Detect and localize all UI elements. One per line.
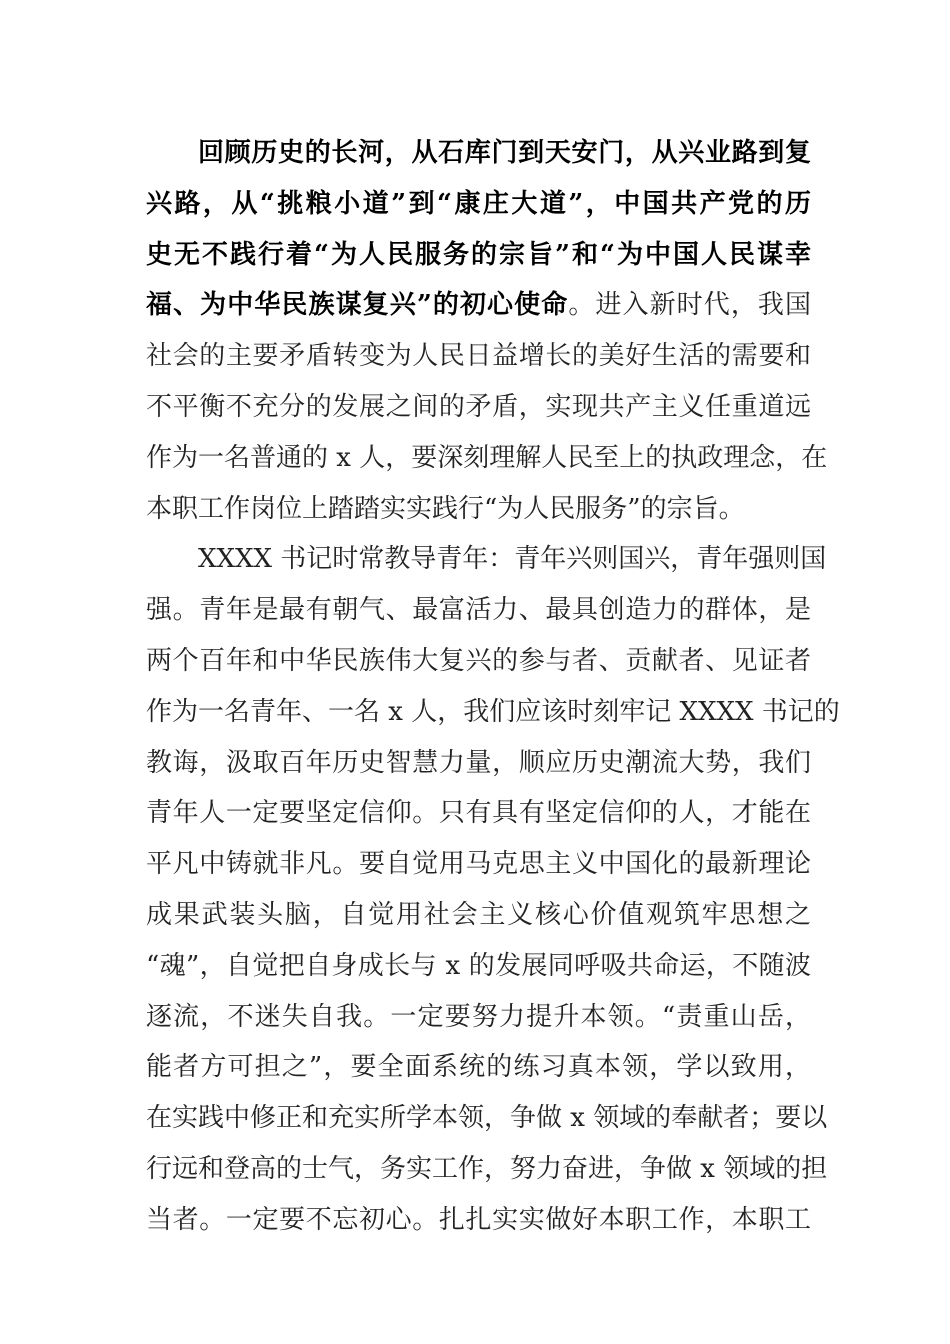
document-body [146, 128, 840, 1246]
paragraph-2-line-12: 在实践中修正和充实所学本领，争做 x 领域的奉献者；要以 [146, 1103, 828, 1134]
bold-text: 回顾历史的长河，从石库门到天安门，从兴业路到复 [198, 138, 811, 168]
bold-text: 福、为中华民族谋复兴”的初心使命 [146, 290, 569, 321]
normal-text: 。进入新时代，我国 [568, 290, 811, 321]
paragraph-2 [146, 534, 840, 1245]
paragraph-1-line-8 [146, 484, 811, 535]
paragraph-2-line-4: 作为一名青年、一名 x 人，我们应该时刻牢记 XXXX 书记的 [146, 696, 840, 727]
paragraph-2-line-1: XXXX 书记时常教导青年：青年兴则国兴，青年强则国 [198, 544, 827, 575]
paragraph-1-line-7 [146, 433, 828, 484]
normal-text: 不平衡不充分的发展之间的矛盾，实现共产主义任重道远 [146, 391, 811, 422]
paragraph-2-line-13: 行远和登高的士气，务实工作，努力奋进，争做 x 领域的担 [146, 1153, 828, 1184]
paragraph-2-line-3: 两个百年和中华民族伟大复兴的参与者、贡献者、见证者 [146, 645, 811, 676]
bold-text: 史无不践行着“为人民服务的宗旨”和“为中国人民谋幸 [146, 239, 811, 270]
paragraph-1-line-5 [146, 331, 811, 382]
paragraph-1-line-2 [146, 179, 811, 230]
paragraph-2-line-9: “魂”，自觉把自身成长与 x 的发展同呼吸共命运，不随波 [146, 950, 811, 981]
normal-text: 社会的主要矛盾转变为人民日益增长的美好生活的需要和 [146, 341, 811, 372]
paragraph-2-line-8: 成果武装头脑，自觉用社会主义核心价值观筑牢思想之 [146, 899, 811, 930]
paragraph-2-line-7: 平凡中铸就非凡。要自觉用马克思主义中国化的最新理论 [146, 849, 811, 880]
paragraph-1-line-1 [146, 128, 811, 179]
bold-text: 兴路，从“挑粮小道”到“康庄大道”，中国共产党的历 [146, 188, 811, 219]
paragraph-1-line-3 [146, 230, 811, 281]
paragraph-2-line-11: 能者方可担之”，要全面系统的练习真本领，学以致用， [146, 1052, 811, 1083]
normal-text: 作为一名普通的 x 人，要深刻理解人民至上的执政理念，在 [146, 442, 828, 473]
paragraph-2-line-2: 强。青年是最有朝气、最富活力、最具创造力的群体，是 [146, 595, 811, 626]
paragraph-2-line-5: 教诲，汲取百年历史智慧力量，顺应历史潮流大势，我们 [146, 747, 811, 778]
paragraph-2-line-10: 逐流，不迷失自我。一定要努力提升本领。“责重山岳， [146, 1001, 811, 1032]
paragraph-1-line-6 [146, 382, 811, 433]
paragraph-1-line-4 [146, 280, 811, 331]
paragraph-2-line-14: 当者。一定要不忘初心。扎扎实实做好本职工作，本职工 [146, 1204, 811, 1235]
normal-text: 本职工作岗位上踏踏实实践行“为人民服务”的宗旨。 [146, 493, 745, 524]
paragraph-1 [146, 128, 828, 534]
paragraph-2-line-6: 青年人一定要坚定信仰。只有具有坚定信仰的人，才能在 [146, 798, 811, 829]
